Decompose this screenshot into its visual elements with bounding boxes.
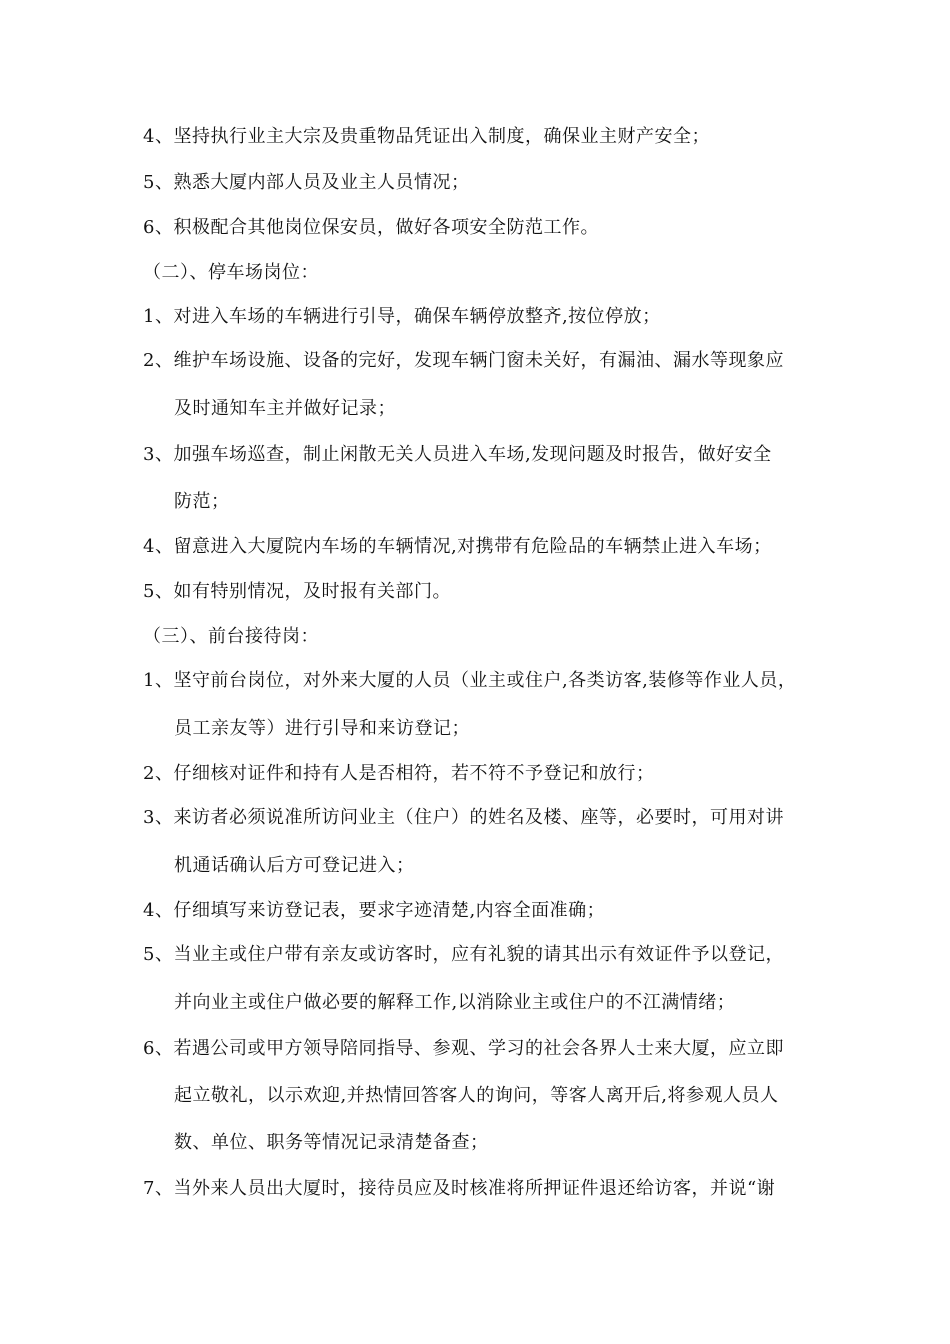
reception-item-3: 3、来访者必须说准所访问业主（住户）的姓名及楼、座等，必要时，可用对讲 xyxy=(143,807,784,828)
reception-item-4: 4、仔细填写来访登记表，要求字迹清楚,内容全面准确； xyxy=(143,900,606,921)
reception-item-2: 2、仔细核对证件和持有人是否相符，若不符不予登记和放行； xyxy=(143,763,655,784)
parking-item-3-cont: 防范； xyxy=(174,491,230,512)
reception-item-7: 7、当外来人员出大厦时，接待员应及时核准将所押证件退还给访客，并说“谢 xyxy=(143,1178,776,1199)
section-heading-reception: （三）、前台接待岗： xyxy=(143,626,319,647)
reception-item-1: 1、坚守前台岗位，对外来大厦的人员（业主或住户,各类访客,装修等作业人员， xyxy=(143,670,797,691)
item-4-goods-pass: 4、坚持执行业主大宗及贵重物品凭证出入制度，确保业主财产安全； xyxy=(143,126,710,147)
reception-item-6-cont-2: 数、单位、职务等情况记录清楚备查； xyxy=(174,1132,489,1153)
reception-item-6-cont-1: 起立敬礼，以示欢迎,并热情回答客人的询问，等客人离开后,将参观人员人 xyxy=(174,1085,779,1106)
reception-item-1-cont: 员工亲友等）进行引导和来访登记； xyxy=(174,718,470,739)
parking-item-4: 4、留意进入大厦院内车场的车辆情况,对携带有危险品的车辆禁止进入车场； xyxy=(143,536,772,557)
parking-item-2-cont: 及时通知车主并做好记录； xyxy=(174,398,396,419)
item-6-cooperate: 6、积极配合其他岗位保安员，做好各项安全防范工作。 xyxy=(143,217,599,238)
reception-item-5-cont: 并向业主或住户做必要的解释工作,以消除业主或住户的不江满情绪； xyxy=(174,992,736,1013)
parking-item-3: 3、加强车场巡查，制止闲散无关人员进入车场,发现问题及时报告，做好安全 xyxy=(143,444,772,465)
reception-item-3-cont: 机通话确认后方可登记进入； xyxy=(174,855,415,876)
parking-item-1: 1、对进入车场的车辆进行引导，确保车辆停放整齐,按位停放； xyxy=(143,306,661,327)
reception-item-5: 5、当业主或住户带有亲友或访客时，应有礼貌的请其出示有效证件予以登记， xyxy=(143,944,784,965)
parking-item-2: 2、维护车场设施、设备的完好，发现车辆门窗未关好，有漏油、漏水等现象应 xyxy=(143,350,784,371)
reception-item-6: 6、若遇公司或甲方领导陪同指导、参观、学习的社会各界人士来大厦，应立即 xyxy=(143,1038,784,1059)
section-heading-parking: （二）、停车场岗位： xyxy=(143,262,319,283)
parking-item-5: 5、如有特别情况，及时报有关部门。 xyxy=(143,581,451,602)
item-5-know-personnel: 5、熟悉大厦内部人员及业主人员情况； xyxy=(143,172,470,193)
